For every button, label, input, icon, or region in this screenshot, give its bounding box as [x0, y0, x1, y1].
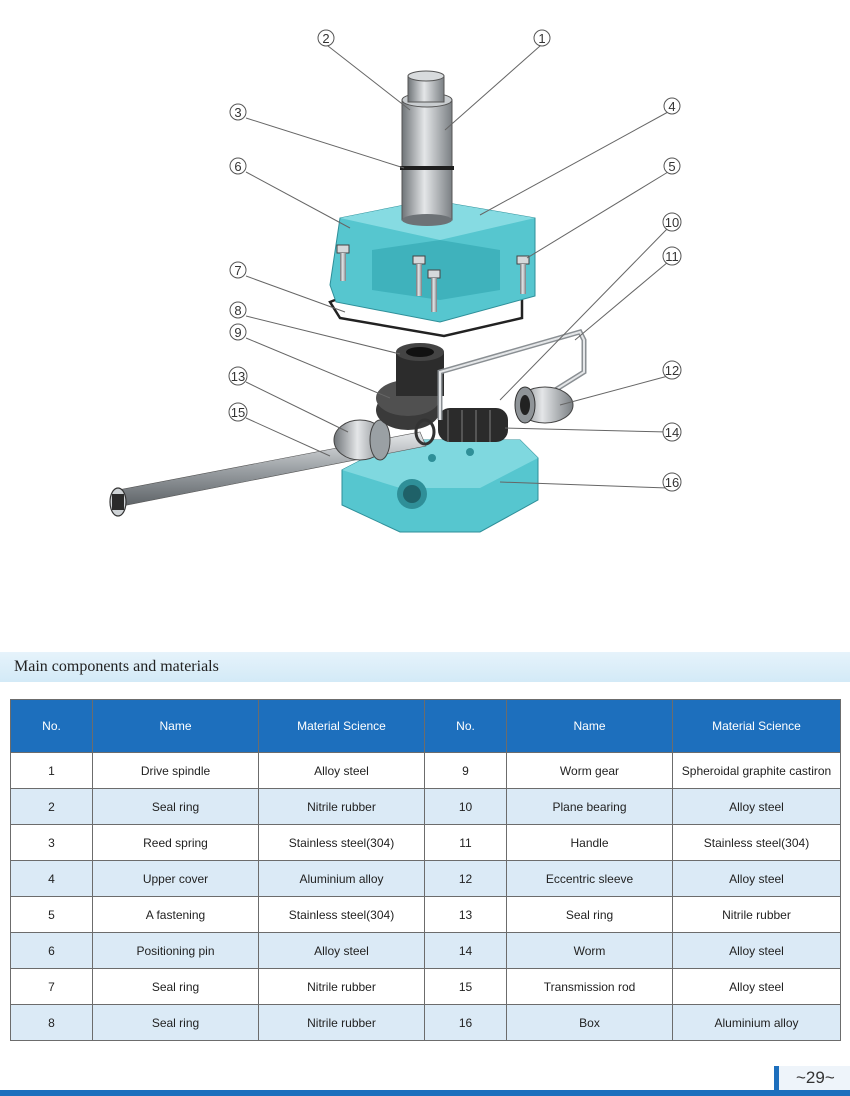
- cell: 11: [425, 825, 507, 861]
- svg-text:16: 16: [664, 475, 680, 490]
- callout-16: [663, 473, 681, 491]
- callout-9: [230, 324, 246, 340]
- cell: 15: [425, 969, 507, 1005]
- cell: Worm: [507, 933, 673, 969]
- callout-11: [663, 247, 681, 265]
- cell: Alloy steel: [259, 933, 425, 969]
- cell: Nitrile rubber: [259, 1005, 425, 1041]
- callout-2: [318, 30, 334, 46]
- callout-8: [230, 302, 246, 318]
- cell: 1: [11, 753, 93, 789]
- table-row: [11, 897, 841, 933]
- cell: Box: [507, 1005, 673, 1041]
- table-row: [11, 789, 841, 825]
- callout-14: [663, 423, 681, 441]
- cell: Plane bearing: [507, 789, 673, 825]
- table-row: [11, 753, 841, 789]
- callout-13: [229, 367, 247, 385]
- cell: Seal ring: [507, 897, 673, 933]
- callout-5: [664, 158, 680, 174]
- table-row: [11, 1005, 841, 1041]
- svg-text:13: 13: [230, 369, 246, 384]
- cell: Alloy steel: [673, 969, 841, 1005]
- cell: Drive spindle: [93, 753, 259, 789]
- cell: Handle: [507, 825, 673, 861]
- svg-text:1: 1: [538, 31, 546, 46]
- header-material: Material Science: [673, 700, 841, 753]
- table-header-row: [11, 700, 841, 753]
- svg-text:9: 9: [234, 325, 242, 340]
- section-title: Main components and materials: [14, 658, 219, 675]
- cell: 14: [425, 933, 507, 969]
- cell: Nitrile rubber: [673, 897, 841, 933]
- cell: Eccentric sleeve: [507, 861, 673, 897]
- callout-3: [230, 104, 246, 120]
- header-name: Name: [93, 700, 259, 753]
- cell: Alloy steel: [673, 789, 841, 825]
- cell: 3: [11, 825, 93, 861]
- header-material: Material Science: [259, 700, 425, 753]
- cell: Nitrile rubber: [259, 969, 425, 1005]
- cell: Seal ring: [93, 969, 259, 1005]
- svg-text:8: 8: [234, 303, 242, 318]
- cell: Aluminium alloy: [673, 1005, 841, 1041]
- cell: 9: [425, 753, 507, 789]
- cell: 4: [11, 861, 93, 897]
- svg-text:3: 3: [234, 105, 242, 120]
- svg-text:4: 4: [668, 99, 676, 114]
- table-row: [11, 933, 841, 969]
- cell: Seal ring: [93, 1005, 259, 1041]
- callout-15: [229, 403, 247, 421]
- table-row: [11, 825, 841, 861]
- seal-ring-13-part: [334, 420, 390, 460]
- svg-text:10: 10: [664, 215, 680, 230]
- svg-text:14: 14: [664, 425, 680, 440]
- drive-spindle-part: [400, 71, 454, 226]
- cell: Stainless steel(304): [259, 897, 425, 933]
- cell: Aluminium alloy: [259, 861, 425, 897]
- svg-text:12: 12: [664, 363, 680, 378]
- callout-7: [230, 262, 246, 278]
- cell: Stainless steel(304): [673, 825, 841, 861]
- callout-10: [663, 213, 681, 231]
- table-row: [11, 969, 841, 1005]
- cell: Seal ring: [93, 789, 259, 825]
- cell: Spheroidal graphite castiron: [673, 753, 841, 789]
- cell: 13: [425, 897, 507, 933]
- cell: 7: [11, 969, 93, 1005]
- components-table: [10, 699, 841, 1041]
- svg-text:11: 11: [665, 249, 679, 264]
- svg-text:5: 5: [668, 159, 676, 174]
- cell: Positioning pin: [93, 933, 259, 969]
- callout-12: [663, 361, 681, 379]
- cell: Worm gear: [507, 753, 673, 789]
- eccentric-sleeve-part: [515, 387, 573, 423]
- svg-text:2: 2: [322, 31, 330, 46]
- callout-6: [230, 158, 246, 174]
- cell: Alloy steel: [259, 753, 425, 789]
- worm-gear-part: [376, 343, 444, 430]
- svg-text:6: 6: [234, 159, 242, 174]
- cell: A fastening: [93, 897, 259, 933]
- cell: Nitrile rubber: [259, 789, 425, 825]
- callout-4: [664, 98, 680, 114]
- cell: Stainless steel(304): [259, 825, 425, 861]
- callout-1: [534, 30, 550, 46]
- cell: Upper cover: [93, 861, 259, 897]
- cell: 6: [11, 933, 93, 969]
- cell: 2: [11, 789, 93, 825]
- svg-text:15: 15: [230, 405, 246, 420]
- header-no: No.: [425, 700, 507, 753]
- table-row: [11, 861, 841, 897]
- cell: 16: [425, 1005, 507, 1041]
- cell: Transmission rod: [507, 969, 673, 1005]
- cell: Reed spring: [93, 825, 259, 861]
- svg-text:7: 7: [234, 263, 242, 278]
- cell: 10: [425, 789, 507, 825]
- cell: Alloy steel: [673, 933, 841, 969]
- header-name: Name: [507, 700, 673, 753]
- header-no: No.: [11, 700, 93, 753]
- bottom-rule: [0, 1090, 850, 1096]
- page-number: ~29~: [796, 1068, 835, 1087]
- cell: 5: [11, 897, 93, 933]
- cell: 8: [11, 1005, 93, 1041]
- cell: Alloy steel: [673, 861, 841, 897]
- cell: 12: [425, 861, 507, 897]
